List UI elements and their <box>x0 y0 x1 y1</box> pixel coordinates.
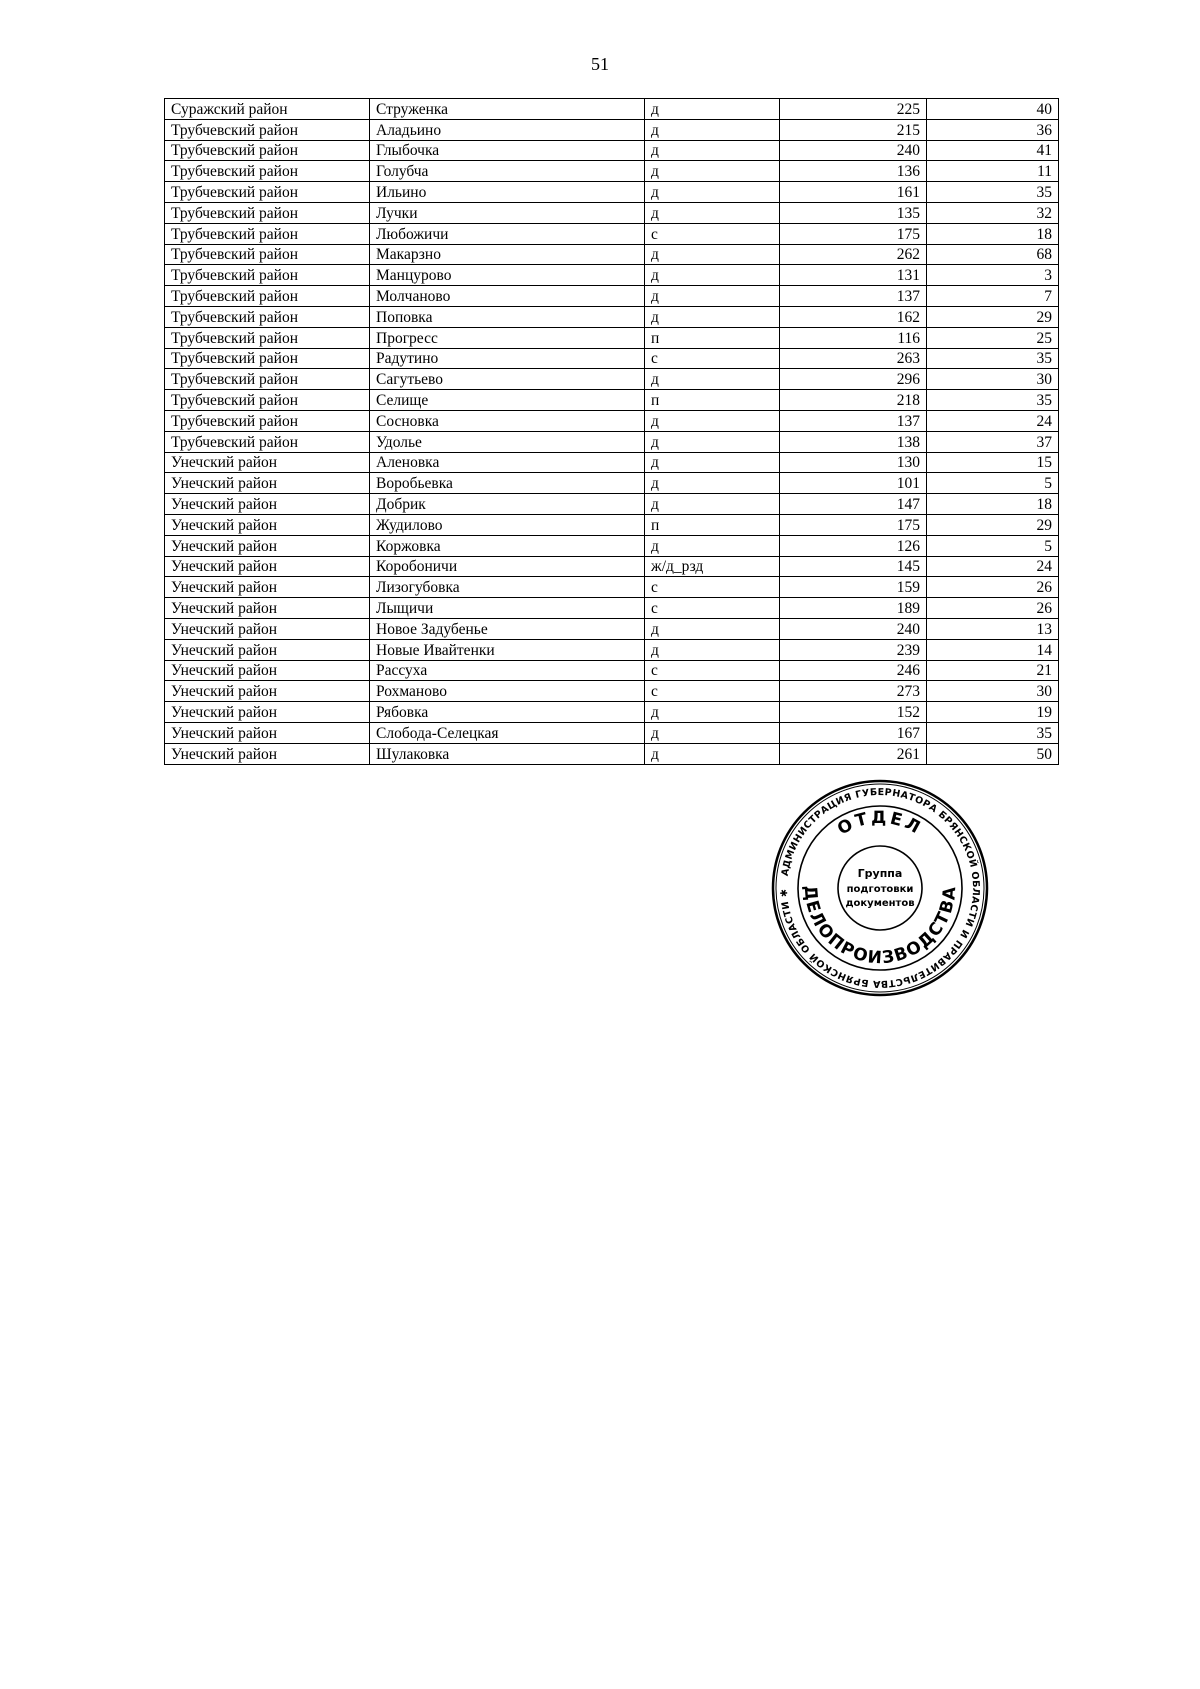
type-cell: д <box>645 182 780 203</box>
district-cell: Унечский район <box>165 681 370 702</box>
type-cell: д <box>645 702 780 723</box>
stamp-outer-text: АДМИНИСТРАЦИЯ ГУБЕРНАТОРА БРЯНСКОЙ ОБЛАСТИ И ПРАВИТЕЛЬСТВА БРЯНСКОЙ ОБЛАСТИ ✱ <box>778 786 982 990</box>
district-cell: Унечский район <box>165 660 370 681</box>
value1-cell: 273 <box>780 681 927 702</box>
settlement-cell: Лучки <box>370 202 645 223</box>
value2-cell: 7 <box>927 286 1059 307</box>
table-row <box>165 598 1059 619</box>
district-cell: Трубчевский район <box>165 244 370 265</box>
district-cell: Унечский район <box>165 494 370 515</box>
table-row <box>165 473 1059 494</box>
value1-cell: 175 <box>780 223 927 244</box>
district-cell: Унечский район <box>165 514 370 535</box>
value2-cell: 25 <box>927 327 1059 348</box>
type-cell: д <box>645 535 780 556</box>
value2-cell: 41 <box>927 140 1059 161</box>
value2-cell: 24 <box>927 556 1059 577</box>
value2-cell: 18 <box>927 223 1059 244</box>
value1-cell: 147 <box>780 494 927 515</box>
type-cell: п <box>645 514 780 535</box>
type-cell: д <box>645 161 780 182</box>
value1-cell: 138 <box>780 431 927 452</box>
type-cell: д <box>645 410 780 431</box>
value1-cell: 116 <box>780 327 927 348</box>
value1-cell: 262 <box>780 244 927 265</box>
table-row <box>165 577 1059 598</box>
value1-cell: 189 <box>780 598 927 619</box>
district-cell: Унечский район <box>165 639 370 660</box>
table-row <box>165 535 1059 556</box>
settlement-cell: Воробьевка <box>370 473 645 494</box>
district-cell: Унечский район <box>165 598 370 619</box>
type-cell: с <box>645 577 780 598</box>
value1-cell: 240 <box>780 140 927 161</box>
settlement-cell: Жудилово <box>370 514 645 535</box>
settlement-cell: Лыщичи <box>370 598 645 619</box>
district-cell: Унечский район <box>165 618 370 639</box>
value2-cell: 26 <box>927 577 1059 598</box>
settlement-cell: Селище <box>370 390 645 411</box>
settlement-cell: Рохманово <box>370 681 645 702</box>
district-cell: Унечский район <box>165 743 370 764</box>
district-cell: Трубчевский район <box>165 182 370 203</box>
value1-cell: 159 <box>780 577 927 598</box>
type-cell: д <box>645 286 780 307</box>
type-cell: д <box>645 369 780 390</box>
type-cell: с <box>645 660 780 681</box>
value2-cell: 35 <box>927 390 1059 411</box>
type-cell: с <box>645 598 780 619</box>
value2-cell: 30 <box>927 681 1059 702</box>
settlement-cell: Лизогубовка <box>370 577 645 598</box>
value2-cell: 36 <box>927 119 1059 140</box>
value2-cell: 29 <box>927 306 1059 327</box>
type-cell: д <box>645 639 780 660</box>
settlement-cell: Любожичи <box>370 223 645 244</box>
table-row <box>165 390 1059 411</box>
value2-cell: 68 <box>927 244 1059 265</box>
type-cell: п <box>645 390 780 411</box>
type-cell: ж/д_рзд <box>645 556 780 577</box>
value1-cell: 225 <box>780 99 927 120</box>
value2-cell: 19 <box>927 702 1059 723</box>
table-row <box>165 265 1059 286</box>
table-row <box>165 639 1059 660</box>
value1-cell: 136 <box>780 161 927 182</box>
value1-cell: 296 <box>780 369 927 390</box>
settlement-cell: Новое Задубенье <box>370 618 645 639</box>
stamp-center-line1: Группа <box>857 867 903 880</box>
type-cell: д <box>645 99 780 120</box>
table-row <box>165 618 1059 639</box>
type-cell: д <box>645 119 780 140</box>
table-row <box>165 369 1059 390</box>
official-stamp <box>770 778 990 998</box>
district-cell: Унечский район <box>165 577 370 598</box>
district-cell: Трубчевский район <box>165 161 370 182</box>
table-row <box>165 223 1059 244</box>
table-body <box>165 99 1059 765</box>
value1-cell: 175 <box>780 514 927 535</box>
type-cell: с <box>645 681 780 702</box>
value2-cell: 29 <box>927 514 1059 535</box>
type-cell: с <box>645 348 780 369</box>
settlement-cell: Макарзно <box>370 244 645 265</box>
table-row <box>165 306 1059 327</box>
table-row <box>165 681 1059 702</box>
district-cell: Унечский район <box>165 556 370 577</box>
district-cell: Трубчевский район <box>165 140 370 161</box>
value1-cell: 240 <box>780 618 927 639</box>
table-row <box>165 348 1059 369</box>
district-cell: Трубчевский район <box>165 390 370 411</box>
district-cell: Трубчевский район <box>165 369 370 390</box>
value2-cell: 5 <box>927 473 1059 494</box>
type-cell: д <box>645 202 780 223</box>
value2-cell: 15 <box>927 452 1059 473</box>
stamp-center-line3: документов <box>845 898 915 909</box>
table-row <box>165 244 1059 265</box>
settlement-cell: Молчаново <box>370 286 645 307</box>
settlement-cell: Аленовка <box>370 452 645 473</box>
value1-cell: 137 <box>780 410 927 431</box>
settlement-cell: Аладьино <box>370 119 645 140</box>
type-cell: д <box>645 743 780 764</box>
value2-cell: 24 <box>927 410 1059 431</box>
value2-cell: 35 <box>927 722 1059 743</box>
settlements-table <box>164 98 1059 765</box>
district-cell: Унечский район <box>165 535 370 556</box>
settlement-cell: Ильино <box>370 182 645 203</box>
district-cell: Унечский район <box>165 722 370 743</box>
district-cell: Трубчевский район <box>165 223 370 244</box>
value1-cell: 261 <box>780 743 927 764</box>
type-cell: д <box>645 473 780 494</box>
value1-cell: 126 <box>780 535 927 556</box>
value2-cell: 50 <box>927 743 1059 764</box>
value2-cell: 37 <box>927 431 1059 452</box>
settlement-cell: Слобода-Селецкая <box>370 722 645 743</box>
value2-cell: 13 <box>927 618 1059 639</box>
value2-cell: 11 <box>927 161 1059 182</box>
stamp-center-line2: подготовки <box>846 884 914 895</box>
type-cell: д <box>645 265 780 286</box>
settlement-cell: Поповка <box>370 306 645 327</box>
value2-cell: 26 <box>927 598 1059 619</box>
settlement-cell: Новые Ивайтенки <box>370 639 645 660</box>
value1-cell: 218 <box>780 390 927 411</box>
settlement-cell: Добрик <box>370 494 645 515</box>
table-row <box>165 660 1059 681</box>
page-number: 51 <box>591 54 609 74</box>
settlement-cell: Рассуха <box>370 660 645 681</box>
value1-cell: 101 <box>780 473 927 494</box>
settlement-cell: Сагутьево <box>370 369 645 390</box>
district-cell: Трубчевский район <box>165 431 370 452</box>
settlement-cell: Глыбочка <box>370 140 645 161</box>
district-cell: Трубчевский район <box>165 286 370 307</box>
table-row <box>165 702 1059 723</box>
stamp-ring-bottom: ДЕЛОПРОИЗВОДСТВА <box>799 884 961 969</box>
table-row <box>165 161 1059 182</box>
value2-cell: 3 <box>927 265 1059 286</box>
table-row <box>165 431 1059 452</box>
settlement-cell: Сосновка <box>370 410 645 431</box>
value1-cell: 131 <box>780 265 927 286</box>
district-cell: Трубчевский район <box>165 348 370 369</box>
type-cell: д <box>645 452 780 473</box>
district-cell: Трубчевский район <box>165 265 370 286</box>
table-row <box>165 202 1059 223</box>
value2-cell: 5 <box>927 535 1059 556</box>
value1-cell: 263 <box>780 348 927 369</box>
settlement-cell: Прогресс <box>370 327 645 348</box>
settlement-cell: Коржовка <box>370 535 645 556</box>
settlement-cell: Радутино <box>370 348 645 369</box>
district-cell: Суражский район <box>165 99 370 120</box>
settlement-cell: Удолье <box>370 431 645 452</box>
type-cell: д <box>645 140 780 161</box>
value2-cell: 40 <box>927 99 1059 120</box>
table-row <box>165 722 1059 743</box>
value2-cell: 30 <box>927 369 1059 390</box>
settlement-cell: Струженка <box>370 99 645 120</box>
value2-cell: 14 <box>927 639 1059 660</box>
value2-cell: 18 <box>927 494 1059 515</box>
value2-cell: 35 <box>927 182 1059 203</box>
district-cell: Унечский район <box>165 473 370 494</box>
settlement-cell: Шулаковка <box>370 743 645 764</box>
table-row <box>165 494 1059 515</box>
stamp-ring-top: ОТДЕЛ <box>834 807 926 840</box>
settlement-cell: Манцурово <box>370 265 645 286</box>
type-cell: п <box>645 327 780 348</box>
settlement-cell: Голубча <box>370 161 645 182</box>
value1-cell: 215 <box>780 119 927 140</box>
type-cell: д <box>645 306 780 327</box>
value1-cell: 246 <box>780 660 927 681</box>
district-cell: Трубчевский район <box>165 119 370 140</box>
settlement-cell: Коробоничи <box>370 556 645 577</box>
type-cell: с <box>645 223 780 244</box>
district-cell: Унечский район <box>165 452 370 473</box>
table-row <box>165 743 1059 764</box>
value1-cell: 145 <box>780 556 927 577</box>
district-cell: Трубчевский район <box>165 202 370 223</box>
value2-cell: 32 <box>927 202 1059 223</box>
table-row <box>165 327 1059 348</box>
value2-cell: 35 <box>927 348 1059 369</box>
type-cell: д <box>645 618 780 639</box>
table-row <box>165 452 1059 473</box>
value2-cell: 21 <box>927 660 1059 681</box>
table-row <box>165 99 1059 120</box>
value1-cell: 239 <box>780 639 927 660</box>
settlement-cell: Рябовка <box>370 702 645 723</box>
value1-cell: 137 <box>780 286 927 307</box>
stamp-seal-icon <box>770 778 990 998</box>
value1-cell: 152 <box>780 702 927 723</box>
value1-cell: 162 <box>780 306 927 327</box>
district-cell: Трубчевский район <box>165 327 370 348</box>
value1-cell: 135 <box>780 202 927 223</box>
type-cell: д <box>645 722 780 743</box>
table-row <box>165 556 1059 577</box>
value1-cell: 130 <box>780 452 927 473</box>
value1-cell: 161 <box>780 182 927 203</box>
table-row <box>165 514 1059 535</box>
table-row <box>165 140 1059 161</box>
table-row <box>165 119 1059 140</box>
type-cell: д <box>645 244 780 265</box>
value1-cell: 167 <box>780 722 927 743</box>
table-row <box>165 410 1059 431</box>
district-cell: Трубчевский район <box>165 306 370 327</box>
table-row <box>165 182 1059 203</box>
type-cell: д <box>645 431 780 452</box>
district-cell: Унечский район <box>165 702 370 723</box>
type-cell: д <box>645 494 780 515</box>
district-cell: Трубчевский район <box>165 410 370 431</box>
table-row <box>165 286 1059 307</box>
